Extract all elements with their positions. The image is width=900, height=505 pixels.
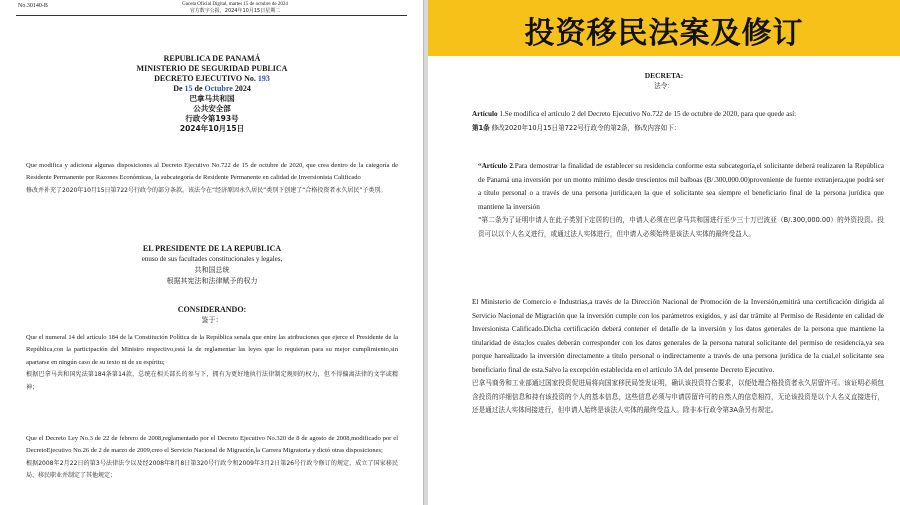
intro-zh: 修改并补充了2020年10月15日第722号行政令的部分条款。该法令在“经济原因永久居民”类别下创建了“合格投资者永久居民”子类别。 [26,186,387,194]
faculties-text: enuso de sus facultades constitucionales y legales, [141,255,283,263]
republic-heading-zh: 巴拿马共和国 [189,94,235,103]
art2-label: “Artículo 2 [478,162,513,170]
considerando-block [0,305,424,325]
republic-heading: REPUBLICA DE PANAMÁ [163,54,261,63]
art1-zh: 修改2020年10月15日第722号行政令的第2条，修改内容如下： [491,123,681,132]
decree-prefix: DECRETO EJECUTIVO No. [154,74,256,83]
decree-heading-zh: 行政令第193号 [185,114,239,123]
ministry-heading-zh: 公共安全部 [193,104,231,113]
gazette-header [180,2,290,14]
decreta-heading-zh: 法令： [654,82,674,90]
date-de2: de [194,84,203,93]
article-2 [478,160,884,241]
art2-zh: “第二条为了证明申请人在此子类别下定居的目的，申请人必须在巴拿马共和国进行至少三十万巴波亚（B/.300,000.00）的外资投资。投资可以以个人名义进行，或通过法人实体进行，但申请人必须始终是该法人实体的最终受益人。 [478,216,884,238]
decreta-block [428,70,900,91]
president-heading: EL PRESIDENTE DE LA REPUBLICA [142,244,282,253]
article-1 [472,108,884,135]
date-year: 2024 [234,84,251,93]
art1-label: Artículo [472,110,498,118]
para2-es: Que el Decreto Ley No.3 de 22 de febrero de 2008,reglamentado por el Decreto Ejecutivo No.320 de 8 de agosto de 2008,modificado por el DecretoEjecutivo No.26 de 2 de marzo de 2009,creo el Servicio Nacional de Migración,la Carrera Migratoria y dictó otras disposiciones; [26,435,398,455]
decreta-heading: DECRETA: [644,71,684,80]
date-day: 15 [184,84,193,93]
ministry-heading: MINISTERIO DE SEGURIDAD PUBLICA [136,64,288,73]
para3-es: El Ministerio de Comercio e Industrias,a través de la Dirección Nacional de Promoción de la Inversión,emitirá una certificación dirigida al Servicio Nacional de Migración que la inversión cumple con los parámetros exigidos, y así dar trámite al Permiso de Residente en calidad de Inversionista Calificado.Dicha certificación deberá contener el detalle de la inversión y los datos generales de la persona que mantiene la titularidad de ésta;los cuales deberán corresponder con los datos generales de la persona natural solicitante del permiso de residencia,ya sea porque harealizado la inversión directamente a título personal o indirectamente a través de una persona jurídica de la cual,el solicitante sea beneficiario final de esta.Salvo la excepción establecida en el artículo 3A del presente Decreto Ejecutivo. [472,298,884,374]
considerando-heading-zh: 鉴于： [201,316,223,324]
art1-zh-label: 第1条 [472,123,490,132]
considerando-heading: CONSIDERANDO: [177,305,247,314]
decree-date-zh: 2024年10月15日 [179,124,245,133]
date-month: Octubre [204,84,233,93]
considerando-paragraph-1 [26,332,398,394]
president-heading-zh: 共和国总统 [194,266,230,274]
president-block [0,244,424,287]
para2-zh: 根据2008年2月22日的第3号法律法令以及经2008年8月8日第320号行政令和2009年3月2日第26号行政令修订的规定，成立了国家移民局、移民职业并制定了其他规定； [26,459,398,480]
faculties-text-zh: 根据其宪法和法律赋予的权力 [166,277,258,285]
gazette-number: No.30140-B [18,3,48,9]
decree-number: 193 [257,74,270,83]
left-document-page [0,0,424,505]
right-document-page [428,0,900,505]
gazette-title: Gaceta Oficial Digital, martes 15 de octubre de 2024 [182,2,288,7]
gazette-title-zh: 官方数字公报，2024年10月15日星期二 [189,8,281,14]
header-divider [16,15,407,16]
para1-zh: 根据巴拿马共和国宪法第184条第14款，总统在相关部长的参与下，拥有为更好地执行法律制定规则的权力，但不得偏离法律的文字或精神； [26,371,398,391]
para3-zh: 巴拿马商务和工业部通过国家投资促进局将向国家移民局签发证明，确认该投资符合要求，以便处理合格投资者永久居留许可。该证明必须包含投资的详细信息和持有该投资的个人的基本信息，这些信息必须与申请居留许可的自然人的信息相符，无论该投资是以个人名义直接进行，还是通过法人实体间接进行，但申请人始终是该法人实体的最终受益人。除非本行政令第3A条另有规定。 [472,379,884,414]
date-de: De [173,84,183,93]
art2-es: .Para demostrar la finalidad de establecer su residencia conforme esta subcategoría,el solicitante deberá realizaren la República de Panamá una inversión por un monto mínimo desde trescientos mil balboas (B/.300,000.00)proveniente de fuente extranjera,que podrá ser a título personal o a través de una persona jurídica,en la que el solicitante sea siempre el beneficiario final de la persona jurídica que mantiene la inversión [478,162,884,211]
art1-es: 1.Se modifica el artículo 2 del Decreto Ejecutivo No.722 de 15 de octubre de 2020, para que quede así: [499,110,797,118]
banner-title: 投资移民法案及修订 [524,16,804,51]
considerando-paragraph-2 [26,433,398,483]
paragraph-3 [472,296,884,418]
intro-es: Que modifica y adiciona algunas disposiciones al Decreto Ejecutivo No.722 de 15 de octubre de 2020, que crea dentro de la categoría de Residente Permanente por Razones Económicas, la subcategoría de Residente Permanente en calidad de Inversionista Calificado [26,162,398,182]
decree-header [0,54,424,134]
decree-heading [0,74,424,84]
para1-es: Que el numeral 14 del artículo 184 de la Constitución Política de la República senala que entre las atribuciones que ejerce el Presidente de la República,con la participación del Ministro respectivo,está la de reglamentar las leyes que lo requieran para su mejor cumplimiento,sin apartarse en ningún caso de su texto ni de su espíritu; [26,334,398,366]
intro-paragraph [26,160,398,197]
decree-date [0,84,424,94]
